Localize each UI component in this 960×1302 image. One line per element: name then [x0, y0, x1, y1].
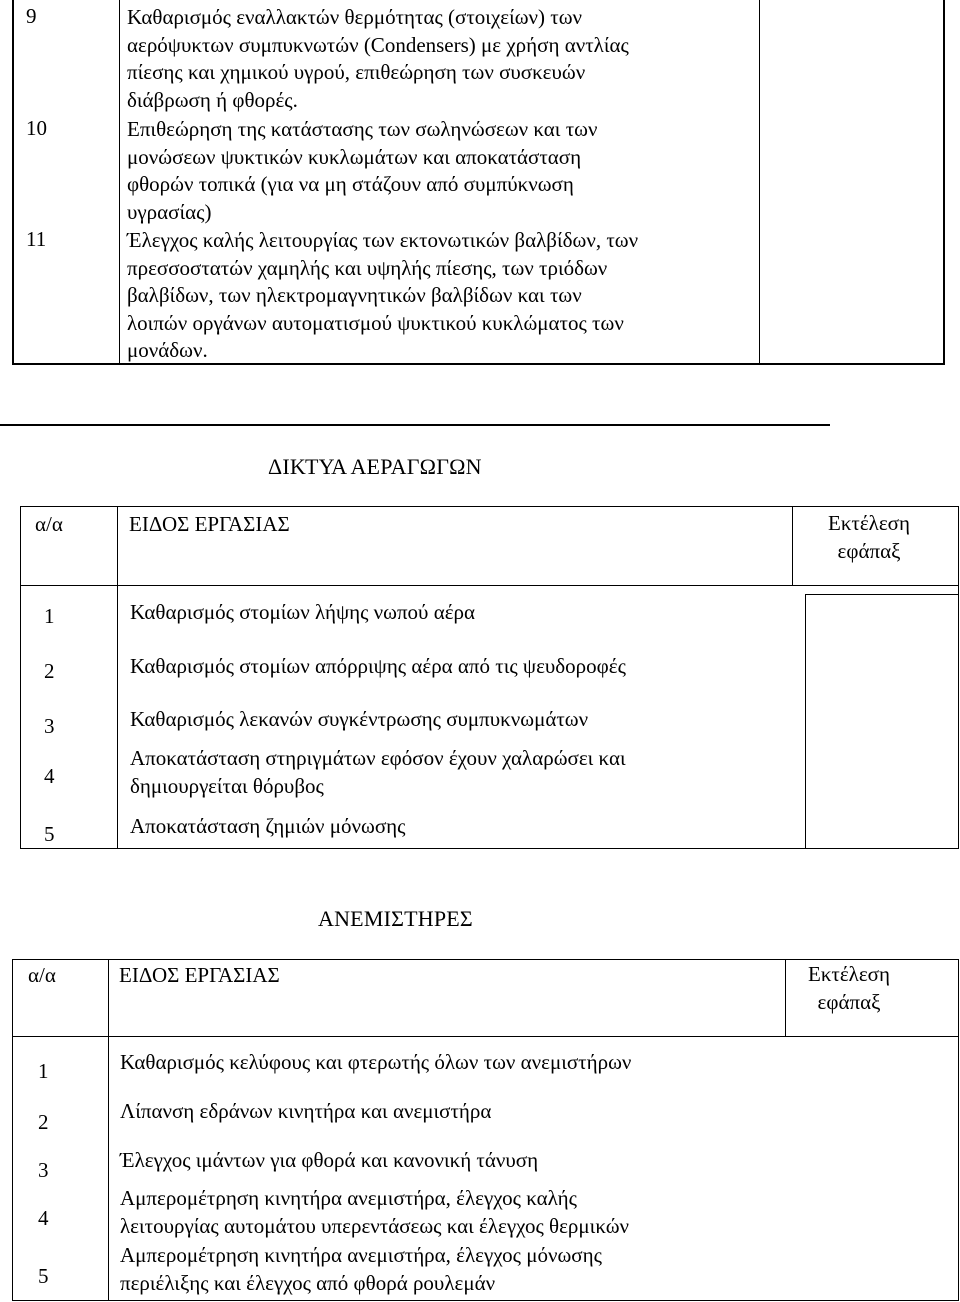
- row-task-text: Λίπανση εδράνων κινητήρα και ανεμιστήρα: [120, 1099, 492, 1123]
- row-task-text: Αποκατάσταση ζημιών μόνωσης: [130, 814, 406, 838]
- row-task-text: Έλεγχος καλής λειτουργίας των εκτονωτικών βαλβίδων, των πρεσσοστατών χαμηλής και υψηλής πίεσης, των τριόδων βαλβίδων, των ηλεκτρομαγνητικών βαλβίδων και των λοιπών οργάνων αυτοματισμού ψυκτικού κυκλώματος των μονάδων.: [127, 228, 639, 362]
- column-header-number: α/α: [35, 512, 63, 536]
- row-number: 4: [44, 764, 55, 788]
- row-task-text: Αμπερομέτρηση κινητήρα ανεμιστήρα, έλεγχος καλής λειτουργίας αυτομάτου υπερεντάσεως και έλεγχος θερμικών: [120, 1186, 630, 1238]
- row-task-text: Καθαρισμός λεκανών συγκέντρωσης συμπυκνωμάτων: [130, 707, 589, 731]
- row-task-text: Αμπερομέτρηση κινητήρα ανεμιστήρα, έλεγχος μόνωσης περιέλιξης και έλεγχος από φθορά ρουλεμάν: [120, 1243, 602, 1295]
- section-title: ΔΙΚΤΥΑ ΑΕΡΑΓΩΓΩΝ: [268, 454, 482, 479]
- column-header-execution: Εκτέλεση εφάπαξ: [828, 511, 910, 563]
- column-header-work-type: ΕΙΔΟΣ ΕΡΓΑΣΙΑΣ: [119, 963, 280, 987]
- row-number: 2: [44, 659, 55, 683]
- row-number: 5: [38, 1264, 49, 1288]
- row-task-text: Αποκατάσταση στηριγμάτων εφόσον έχουν χαλαρώσει και δημιουργείται θόρυβος: [130, 746, 626, 798]
- row-task-text: Καθαρισμός κελύφους και φτερωτής όλων των ανεμιστήρων: [120, 1050, 632, 1074]
- column-header-execution: Εκτέλεση εφάπαξ: [808, 962, 890, 1014]
- row-number: 2: [38, 1110, 49, 1134]
- section-divider: [0, 424, 830, 426]
- row-task-text: Καθαρισμός στομίων απόρριψης αέρα από τις ψευδοροφές: [130, 654, 626, 678]
- column-header-work-type: ΕΙΔΟΣ ΕΡΓΑΣΙΑΣ: [129, 512, 290, 536]
- row-task-text: Καθαρισμός στομίων λήψης νωπού αέρα: [130, 600, 476, 624]
- row-number: 3: [44, 714, 55, 738]
- row-number: 1: [44, 604, 55, 628]
- row-task-text: Καθαρισμός εναλλακτών θερμότητας (στοιχείων) των αερόψυκτων συμπυκνωτών (Condensers) με χρήση αντλίας πίεσης και χημικού υγρού, επιθεώρηση των συσκευών διάβρωση ή φθορές.: [127, 5, 629, 112]
- row-task-text: Έλεγχος ιμάντων για φθορά και κανονική τάνυση: [120, 1148, 539, 1172]
- section-title: ΑΝΕΜΙΣΤΗΡΕΣ: [318, 906, 473, 931]
- row-number: 10: [26, 116, 47, 140]
- column-header-number: α/α: [28, 963, 56, 987]
- row-number: 4: [38, 1206, 49, 1230]
- row-task-text: Επιθεώρηση της κατάστασης των σωληνώσεων και των μονώσεων ψυκτικών κυκλωμάτων και αποκατάσταση φθορών τοπικά (για να μη στάζουν από συμπύκνωση υγρασίας): [127, 117, 598, 224]
- row-number: 9: [26, 4, 37, 28]
- row-number: 3: [38, 1158, 49, 1182]
- row-number: 1: [38, 1059, 49, 1083]
- row-number: 5: [44, 822, 55, 846]
- row-number: 11: [26, 227, 47, 251]
